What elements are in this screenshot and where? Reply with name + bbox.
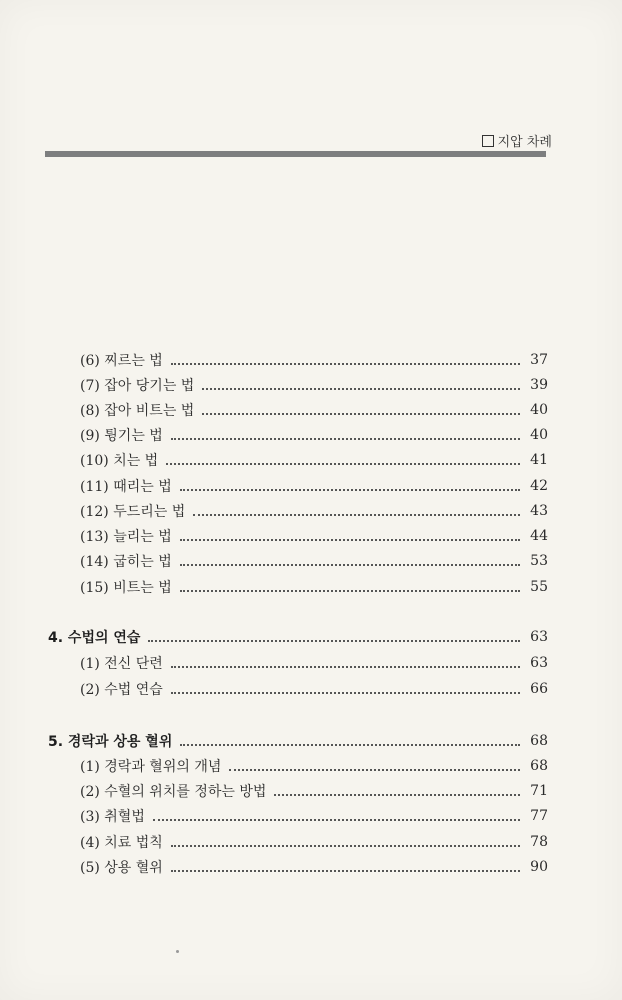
toc-entry-page: 44 — [530, 528, 548, 544]
toc-entry[interactable] — [48, 348, 548, 372]
toc-entry-label: (3) 취혈법 — [80, 809, 145, 825]
toc-entry-page: 78 — [530, 834, 548, 850]
toc-entry-label: (1) 경락과 혈위의 개념 — [80, 759, 222, 775]
toc-entry[interactable] — [48, 549, 548, 573]
toc-entry-label: (15) 비트는 법 — [80, 580, 172, 596]
toc-entry[interactable] — [48, 398, 548, 422]
dot-leader — [171, 665, 520, 668]
toc-entry-page: 42 — [530, 478, 548, 494]
toc-entry[interactable] — [48, 804, 548, 828]
toc-section-heading[interactable] — [48, 729, 548, 753]
toc-section-heading[interactable] — [48, 625, 548, 649]
toc-entry-label: (13) 늘리는 법 — [80, 529, 172, 545]
toc-entry-label: (10) 치는 법 — [80, 453, 159, 469]
toc-entry[interactable] — [48, 677, 548, 701]
toc-entry-page: 43 — [530, 503, 548, 519]
toc-entry-page: 63 — [530, 655, 548, 671]
toc-entry[interactable] — [48, 524, 548, 548]
toc-entry-label: (7) 잡아 당기는 법 — [80, 378, 195, 394]
toc-entry[interactable] — [48, 499, 548, 523]
toc-entry-page: 40 — [530, 427, 548, 443]
toc-entry-page: 68 — [530, 733, 548, 749]
toc-entry-label: (14) 굽히는 법 — [80, 554, 172, 570]
square-icon — [482, 135, 494, 147]
toc-entry-page: 53 — [530, 553, 548, 569]
toc-entry-page: 71 — [530, 783, 548, 799]
toc-entry-label: (2) 수혈의 위치를 정하는 방법 — [80, 784, 267, 800]
dot-leader — [180, 589, 520, 592]
toc-entry[interactable] — [48, 855, 548, 879]
dot-leader — [171, 844, 520, 847]
dot-leader — [202, 387, 520, 390]
dot-leader — [171, 869, 520, 872]
dot-leader — [193, 513, 520, 516]
header-title: 지압 차례 — [497, 135, 552, 150]
dot-leader — [171, 362, 520, 365]
toc-entry-label: (6) 찌르는 법 — [80, 353, 163, 369]
dot-leader — [166, 462, 520, 465]
toc-entry[interactable] — [48, 423, 548, 447]
toc-entry[interactable] — [48, 448, 548, 472]
toc-entry-page: 90 — [530, 859, 548, 875]
header-rule — [45, 151, 546, 157]
dot-leader — [180, 488, 520, 491]
toc-entry-page: 37 — [530, 352, 548, 368]
toc-entry[interactable] — [48, 830, 548, 854]
toc-entry-label: (1) 전신 단련 — [80, 656, 163, 672]
dot-leader — [180, 563, 520, 566]
toc-entry-page: 66 — [530, 681, 548, 697]
toc-entry-label: (8) 잡아 비트는 법 — [80, 403, 195, 419]
toc-entry[interactable] — [48, 779, 548, 803]
dot-leader — [180, 743, 520, 746]
dot-leader — [274, 793, 520, 796]
toc-entry-page: 68 — [530, 758, 548, 774]
dot-leader — [229, 768, 520, 771]
toc-entry-page: 39 — [530, 377, 548, 393]
toc-entry[interactable] — [48, 373, 548, 397]
toc-entry[interactable] — [48, 754, 548, 778]
dot-leader — [148, 639, 520, 642]
toc-section-label: 5. 경락과 상용 혈위 — [48, 734, 173, 750]
toc-section-label: 4. 수법의 연습 — [48, 630, 141, 646]
toc-entry-label: (11) 때리는 법 — [80, 479, 172, 495]
toc-entry-label: (12) 두드리는 법 — [80, 504, 186, 520]
dot-leader — [171, 437, 520, 440]
toc-entry[interactable] — [48, 474, 548, 498]
toc-entry-label: (2) 수법 연습 — [80, 682, 163, 698]
toc-entry-page: 41 — [530, 452, 548, 468]
toc-entry-label: (5) 상용 혈위 — [80, 860, 163, 876]
toc-entry-label: (9) 튕기는 법 — [80, 428, 163, 444]
toc-entry-page: 63 — [530, 629, 548, 645]
dot-leader — [153, 818, 520, 821]
print-speck — [176, 950, 179, 953]
dot-leader — [171, 691, 520, 694]
toc-entry-page: 55 — [530, 579, 548, 595]
toc-entry-page: 77 — [530, 808, 548, 824]
toc-entry-page: 40 — [530, 402, 548, 418]
toc-entry-label: (4) 치료 법칙 — [80, 835, 163, 851]
running-header — [482, 131, 552, 150]
dot-leader — [202, 412, 520, 415]
dot-leader — [180, 538, 520, 541]
toc-entry[interactable] — [48, 575, 548, 599]
toc-entry[interactable] — [48, 651, 548, 675]
